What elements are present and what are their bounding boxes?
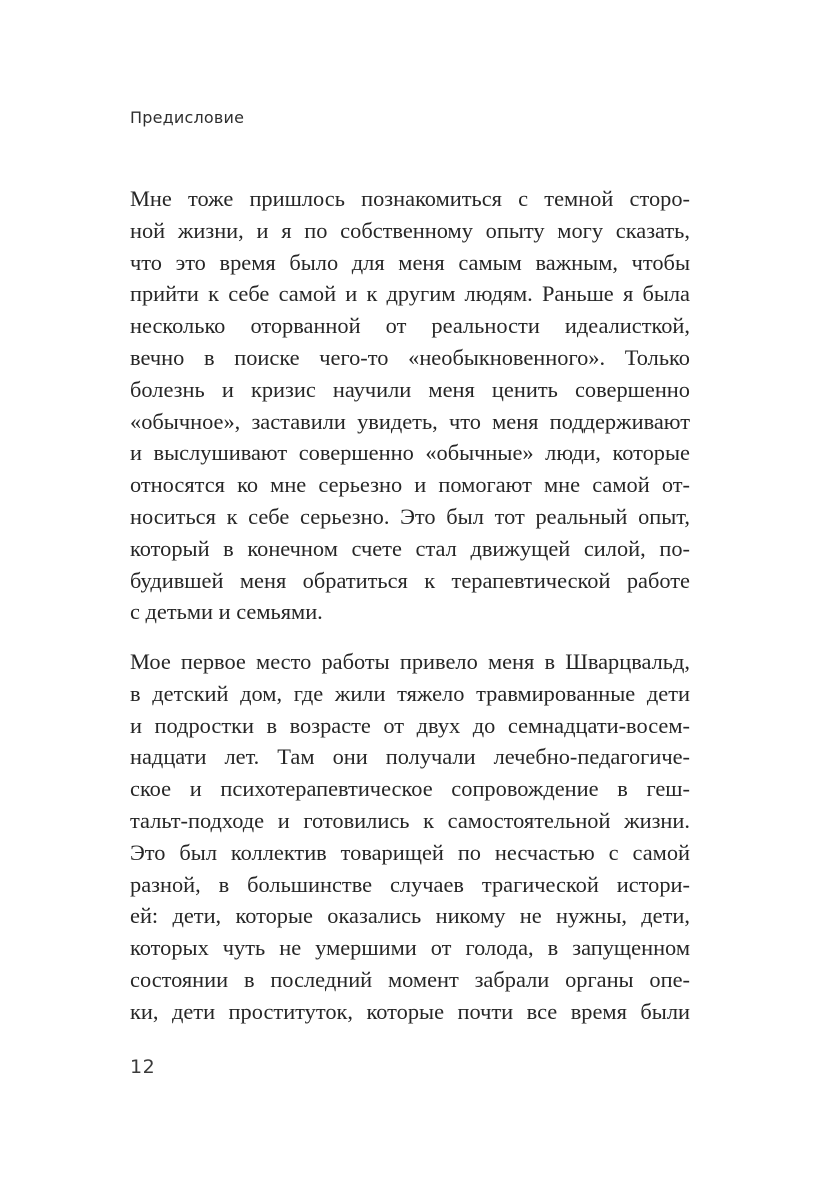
- text-line: Мне тоже пришлось познакомиться с темной сторо-: [130, 186, 690, 211]
- text-line: надцати лет. Там они получали лечебно-педагогиче-: [130, 744, 690, 770]
- text-line: и подростки в возрасте от двух до семнадцати-восем-: [130, 712, 690, 738]
- text-line: Мое первое место работы привело меня в Шварцвальд,: [130, 649, 690, 674]
- text-line: будившей меня обратиться к терапевтической работе: [130, 567, 690, 593]
- text-line: состоянии в последний момент забрали органы опе-: [130, 966, 690, 992]
- text-line: ки, дети проституток, которые почти все время были: [130, 998, 690, 1024]
- running-head: Предисловие: [130, 108, 245, 127]
- text-line: разной, в большинстве случаев трагической истори-: [130, 871, 690, 897]
- text-line: «обычное», заставили увидеть, что меня поддерживают: [130, 408, 690, 434]
- text-line: с детьми и семьями.: [130, 599, 323, 625]
- text-line: вечно в поиске чего-то «необыкновенного». Только: [130, 344, 690, 370]
- text-line: Это был коллектив товарищей по несчастью с самой: [130, 839, 690, 865]
- text-line: ей: дети, которые оказались никому не нужны, дети,: [130, 903, 690, 929]
- page-number: 12: [130, 1056, 156, 1078]
- text-line: относятся ко мне серьезно и помогают мне самой от-: [130, 472, 690, 498]
- text-line: что это время было для меня самым важным, чтобы: [130, 249, 690, 275]
- paragraph-1: [130, 183, 690, 628]
- text-line: в детский дом, где жили тяжело травмированные дети: [130, 680, 690, 706]
- text-line: ское и психотерапевтическое сопровождение в геш-: [130, 776, 690, 802]
- text-line: тальт-подходе и готовились к самостоятельной жизни.: [130, 807, 690, 833]
- text-line: болезнь и кризис научили меня ценить совершенно: [130, 376, 690, 402]
- paragraph-2: [130, 646, 690, 1028]
- text-line: который в конечном счете стал движущей силой, по-: [130, 535, 690, 561]
- text-line: несколько оторванной от реальности идеалисткой,: [130, 313, 690, 339]
- text-line: которых чуть не умершими от голода, в запущенном: [130, 935, 690, 961]
- text-line: прийти к себе самой и к другим людям. Раньше я была: [130, 281, 690, 307]
- text-line: носиться к себе серьезно. Это был тот реальный опыт,: [130, 503, 690, 529]
- text-line: ной жизни, и я по собственному опыту могу сказать,: [130, 217, 690, 243]
- text-line: и выслушивают совершенно «обычные» люди, которые: [130, 440, 690, 466]
